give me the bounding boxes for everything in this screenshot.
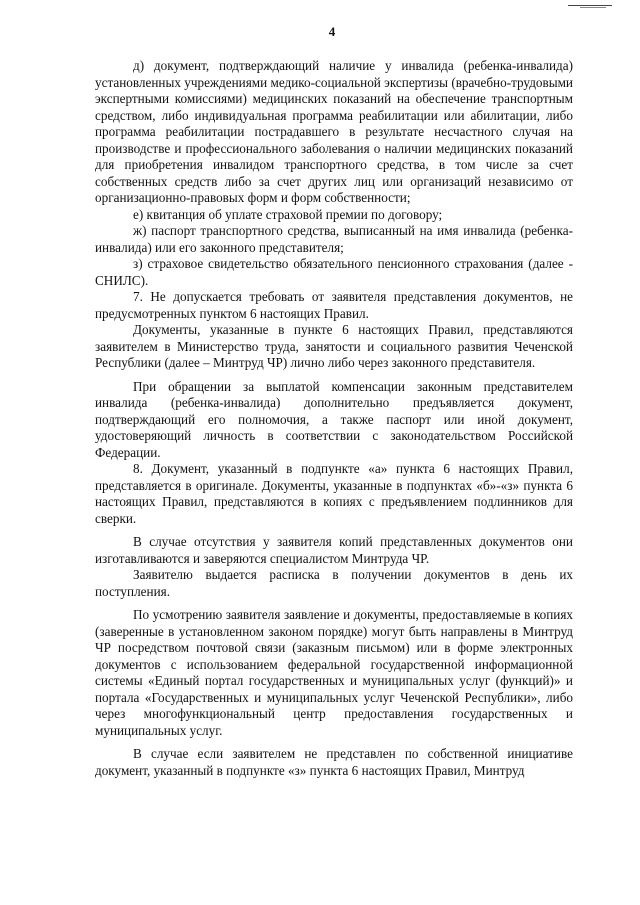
paragraph-z: з) страховое свидетельство обязательного пенсионного страхования (далее - СНИЛС). (95, 256, 573, 288)
paragraph-clause-8: 8. Документ, указанный в подпункте «а» пункта 6 настоящих Правил, представляется в оригинале. Документы, указанные в подпунктах «б»-«з» пункта 6 настоящих Правил, представляются в копиях с предъявлением подлинников для сверки. (95, 461, 573, 526)
paragraph-postal-electronic: По усмотрению заявителя заявление и документы, предоставляемые в копиях (заверенные в установленном законом порядке) могут быть направлены в Минтруд ЧР посредством почтовой связи (заказным письмом) или в форме электронных документов с использованием федеральной государственной информационной системы «Единый портал государственных и муниципальных услуг (функций)» и портала «Государственных и муниципальных услуг Чеченской Республики», либо через многофункциональный центр предоставления государственных и муниципальных услуг. (95, 607, 573, 738)
paragraph-zh: ж) паспорт транспортного средства, выписанный на имя инвалида (ребенка-инвалида) или его законного представителя; (95, 223, 573, 255)
paragraph-snils-request: В случае если заявителем не представлен по собственной инициативе документ, указанный в подпункте «з» пункта 6 настоящих Правил, Минтруд (95, 746, 573, 778)
scan-mark (580, 7, 606, 8)
page-number: 4 (328, 24, 336, 39)
paragraph-e: е) квитанция об уплате страховой премии по договору; (133, 206, 443, 222)
paragraph-submission: Документы, указанные в пункте 6 настоящих Правил, представляются заявителем в Министерство труда, занятости и социального развития Чеченской Республики (далее – Минтруд ЧР) лично либо через законного представителя. (95, 322, 573, 370)
paragraph-clause-7: 7. Не допускается требовать от заявителя представления документов, не предусмотренных пунктом 6 настоящих Правил. (95, 289, 573, 321)
paragraph-representative: При обращении за выплатой компенсации законным представителем инвалида (ребенка-инвалида) дополнительно предъявляется документ, подтверждающий его полномочия, а также паспорт или иной документ, удостоверяющий личность в соответствии с законодательством Российской Федерации. (95, 378, 573, 460)
paragraph-copies: В случае отсутствия у заявителя копий представленных документов они изготавливаются и заверяются специалистом Минтруда ЧР. (95, 534, 573, 566)
scan-mark (568, 5, 612, 6)
paragraph-d: д) документ, подтверждающий наличие у инвалида (ребенка-инвалида) установленных учреждениями медико-социальной экспертизы (врачебно-трудовыми экспертными комиссиями) медицинских показаний на обеспечение транспортным средством, либо индивидуальная программа реабилитации или абилитации, либо программа реабилитации пострадавшего в результате несчастного случая на производстве и профессионального заболевания о наличии медицинских показаний для приобретения инвалидом транспортного средства, в том числе за счет собственных средств либо за счет других лиц или организаций независимо от организационно-правовых форм и форм собственности; (95, 58, 573, 205)
paragraph-receipt: Заявителю выдается расписка в получении документов в день их поступления. (95, 567, 573, 599)
document-body (95, 58, 573, 779)
